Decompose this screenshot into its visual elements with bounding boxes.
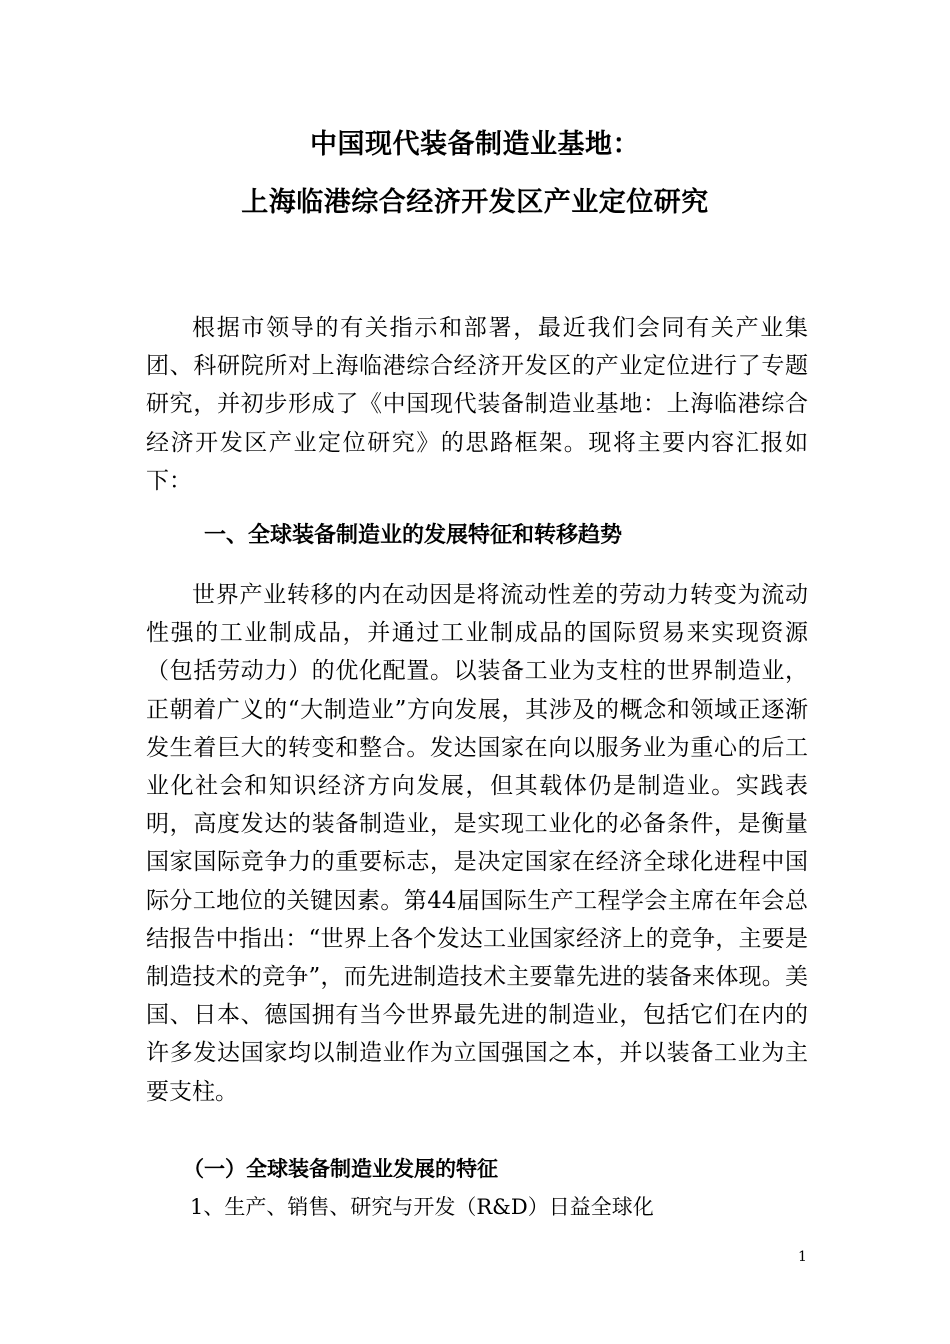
list-item-1: 1、生产、销售、研究与开发（R&D）日益全球化 (190, 1195, 654, 1219)
intro-section (146, 309, 808, 500)
page-number: 1 (798, 1249, 807, 1265)
document-title-line-2: 上海临港综合经济开发区产业定位研究 (241, 187, 709, 218)
section-1-body (146, 576, 808, 1111)
subsection-heading-1: （一）全球装备制造业发展的特征 (183, 1156, 498, 1181)
intro-paragraph: 根据市领导的有关指示和部署，最近我们会同有关产业集团、科研院所对上海临港综合经济开发区的产业定位进行了专题研究，并初步形成了《中国现代装备制造业基地：上海临港综合经济开发区产业定位研究》的思路框架。现将主要内容汇报如下： (146, 315, 808, 494)
section-heading-1: 一、全球装备制造业的发展特征和转移趋势 (204, 523, 623, 548)
section-1-paragraph: 世界产业转移的内在动因是将流动性差的劳动力转变为流动性强的工业制成品，并通过工业制成品的国际贸易来实现资源（包括劳动力）的优化配置。以装备工业为支柱的世界制造业，正朝着广义的“大制造业”方向发展，其涉及的概念和领域正逐渐发生着巨大的转变和整合。发达国家在向以服务业为重心的后工业化社会和知识经济方向发展，但其载体仍是制造业。实践表明，高度发达的装备制造业，是实现工业化的必备条件，是衡量国家国际竞争力的重要标志，是决定国家在经济全球化进程中国际分工地位的关键因素。第44届国际生产工程学会主席在年会总结报告中指出：“世界上各个发达工业国家经济上的竞争，主要是制造技术的竞争”，而先进制造技术主要靠先进的装备来体现。美国、日本、德国拥有当今世界最先进的制造业，包括它们在内的许多发达国家均以制造业作为立国强国之本，并以装备工业为主要支柱。 (146, 582, 808, 1105)
document-title-line-1: 中国现代装备制造业基地： (310, 129, 640, 160)
